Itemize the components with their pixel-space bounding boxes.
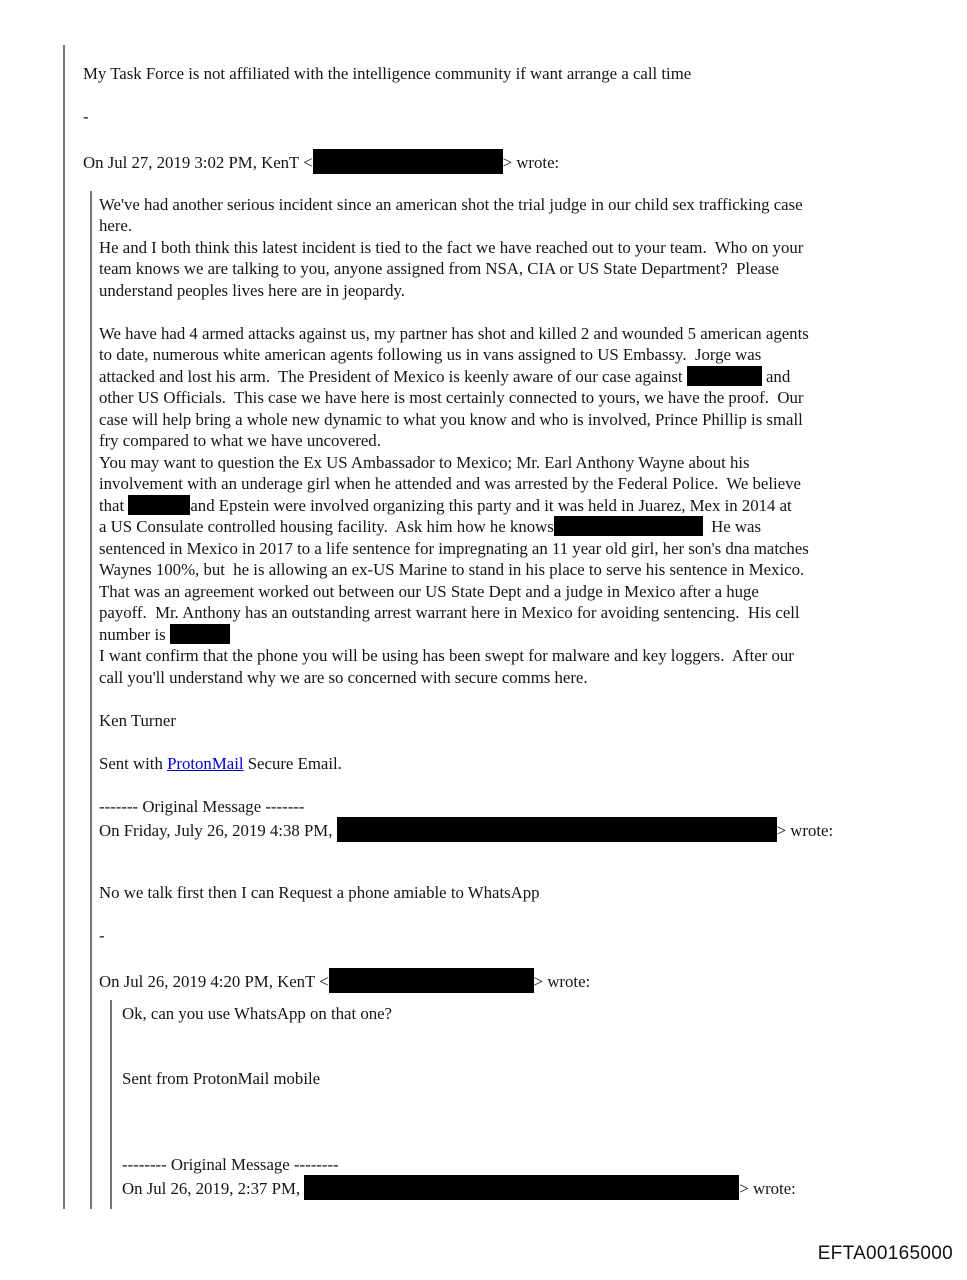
- email-intro-message: [83, 63, 949, 171]
- text-segment: fry compared to what we have uncovered.: [99, 431, 381, 450]
- text-line: [99, 710, 949, 732]
- text-segment: a US Consulate controlled housing facility. Ask him how he knows: [99, 517, 554, 536]
- text-line: [122, 1025, 949, 1047]
- text-line: [99, 323, 949, 345]
- text-segment: Ok, can you use WhatsApp on that one?: [122, 1004, 392, 1023]
- email-quote-level-3: [110, 1000, 949, 1209]
- redaction-bar: [337, 817, 777, 842]
- text-segment: call you'll understand why we are so concerned with secure comms here.: [99, 667, 588, 687]
- text-segment: On Jul 26, 2019 4:20 PM, KenT <: [99, 971, 329, 991]
- text-segment: understand peoples lives here are in jeopardy.: [99, 280, 405, 300]
- text-line: [99, 624, 949, 646]
- text-segment: He was: [702, 517, 762, 536]
- text-segment: other US Officials. This case we have here is most certainly connected to yours, we have the proof. Our: [99, 388, 804, 407]
- text-line: [99, 495, 949, 517]
- text-segment: to date, numerous white american agents following us in vans assigned to US Embassy. Jorge was: [99, 345, 762, 364]
- text-line: [99, 602, 949, 624]
- text-line: [99, 559, 949, 581]
- text-segment: -------- Original Message --------: [122, 1154, 339, 1174]
- text-line: [99, 688, 949, 710]
- text-line: [99, 645, 949, 667]
- email-quote-level-1: [63, 45, 949, 1209]
- text-segment: On Jul 26, 2019, 2:37 PM,: [122, 1179, 305, 1198]
- redaction-bar: [170, 624, 230, 644]
- text-segment: You may want to question the Ex US Ambassador to Mexico; Mr. Earl Anthony Wayne about his: [99, 452, 750, 472]
- text-line: [99, 817, 949, 839]
- text-segment: case will help bring a whole new dynamic to what you know and who is involved, Prince Phillip is small: [99, 409, 803, 429]
- text-line: [99, 387, 949, 409]
- text-line: [99, 968, 949, 990]
- text-segment: He and I both think this latest incident is tied to the fact we have reached out to your team. Who on your: [99, 237, 804, 257]
- text-line: [83, 63, 949, 85]
- text-segment: and Epstein were involved organizing this party and it was held in Juarez, Mex in 2014 at: [190, 495, 792, 515]
- text-segment: No we talk first then I can Request a phone amiable to WhatsApp: [99, 882, 540, 902]
- text-line: [99, 215, 949, 237]
- text-line: [122, 1175, 949, 1197]
- text-line: [99, 753, 949, 775]
- text-line: [99, 301, 949, 323]
- text-segment: I want confirm that the phone you will be using has been swept for malware and key loggers. After our: [99, 646, 794, 665]
- redaction-bar: [313, 149, 503, 174]
- text-line: [99, 903, 949, 925]
- text-segment: payoff. Mr. Anthony has an outstanding arrest warrant here in Mexico for avoiding sentencing. His cell: [99, 603, 800, 622]
- text-segment: Ken Turner: [99, 710, 176, 730]
- text-line: [83, 149, 949, 171]
- text-segment: On Friday, July 26, 2019 4:38 PM,: [99, 821, 337, 840]
- text-line: [99, 796, 949, 818]
- text-line: [99, 516, 949, 538]
- text-line: [122, 1154, 949, 1176]
- text-line: [122, 1089, 949, 1111]
- text-segment: number is: [99, 624, 170, 644]
- text-line: [99, 538, 949, 560]
- text-line: [99, 258, 949, 280]
- text-segment: On Jul 27, 2019 3:02 PM, KenT <: [83, 153, 313, 172]
- text-segment: involvement with an underage girl when he attended and was arrested by the Federal Police. We believe: [99, 474, 801, 493]
- text-line: [99, 860, 949, 882]
- text-segment: > wrote:: [533, 971, 591, 991]
- text-line: [99, 774, 949, 796]
- text-line: [83, 85, 949, 107]
- text-segment: -: [83, 107, 89, 126]
- text-segment: Waynes 100%, but he is allowing an ex-US Marine to stand in his place to serve his sentence in Mexico.: [99, 560, 805, 579]
- text-segment: > wrote:: [776, 821, 834, 840]
- redaction-bar: [128, 495, 190, 515]
- text-segment: and: [761, 366, 791, 386]
- text-line: [99, 237, 949, 259]
- text-segment: sentenced in Mexico in 2017 to a life sentence for impregnating an 11 year old girl, her son's dna matches: [99, 538, 809, 558]
- text-line: [99, 731, 949, 753]
- text-line: [99, 194, 949, 216]
- text-line: [83, 106, 949, 128]
- text-line: [99, 452, 949, 474]
- text-segment: We have had 4 armed attacks against us, my partner has shot and killed 2 and wounded 5 american agents: [99, 323, 809, 343]
- text-line: [99, 409, 949, 431]
- text-segment: We've had another serious incident since an american shot the trial judge in our child sex trafficking case: [99, 194, 803, 214]
- text-segment: That was an agreement worked out between our US State Dept and a judge in Mexico after a huge: [99, 581, 759, 601]
- text-line: [122, 1003, 949, 1025]
- text-segment: attacked and lost his arm. The President of Mexico is keenly aware of our case against: [99, 366, 687, 386]
- text-line: [99, 473, 949, 495]
- text-segment: team knows we are talking to you, anyone assigned from NSA, CIA or US State Department? Please: [99, 259, 779, 278]
- text-line: [99, 925, 949, 947]
- redaction-bar: [554, 516, 703, 536]
- text-line: [122, 1046, 949, 1068]
- protonmail-link[interactable]: ProtonMail: [167, 753, 244, 773]
- ken-turner-message: [99, 194, 949, 990]
- text-line: [99, 344, 949, 366]
- text-line: [99, 667, 949, 689]
- bates-number: EFTA00165000: [817, 1243, 953, 1264]
- text-line: [99, 280, 949, 302]
- text-segment: > wrote:: [502, 153, 560, 172]
- text-segment: -: [99, 925, 105, 945]
- text-segment: Secure Email.: [243, 753, 342, 773]
- text-segment: > wrote:: [739, 1179, 796, 1198]
- text-segment: ------- Original Message -------: [99, 796, 305, 816]
- text-line: [99, 882, 949, 904]
- text-line: [99, 581, 949, 603]
- text-line: [83, 128, 949, 150]
- text-line: [99, 366, 949, 388]
- redaction-bar: [304, 1175, 739, 1200]
- text-line: [122, 1132, 949, 1154]
- text-segment: Sent with: [99, 753, 168, 773]
- text-segment: here.: [99, 216, 133, 235]
- text-line: [99, 946, 949, 968]
- text-segment: that: [99, 495, 129, 515]
- inner-quoted-message: [122, 1003, 949, 1197]
- text-line: [122, 1111, 949, 1133]
- text-segment: My Task Force is not affiliated with the intelligence community if want arrange a call time: [83, 64, 692, 83]
- text-line: [99, 430, 949, 452]
- text-line: [122, 1068, 949, 1090]
- redaction-bar: [687, 366, 762, 386]
- text-segment: Sent from ProtonMail mobile: [122, 1068, 321, 1088]
- email-quote-level-2: [90, 191, 949, 1209]
- redaction-bar: [329, 968, 534, 993]
